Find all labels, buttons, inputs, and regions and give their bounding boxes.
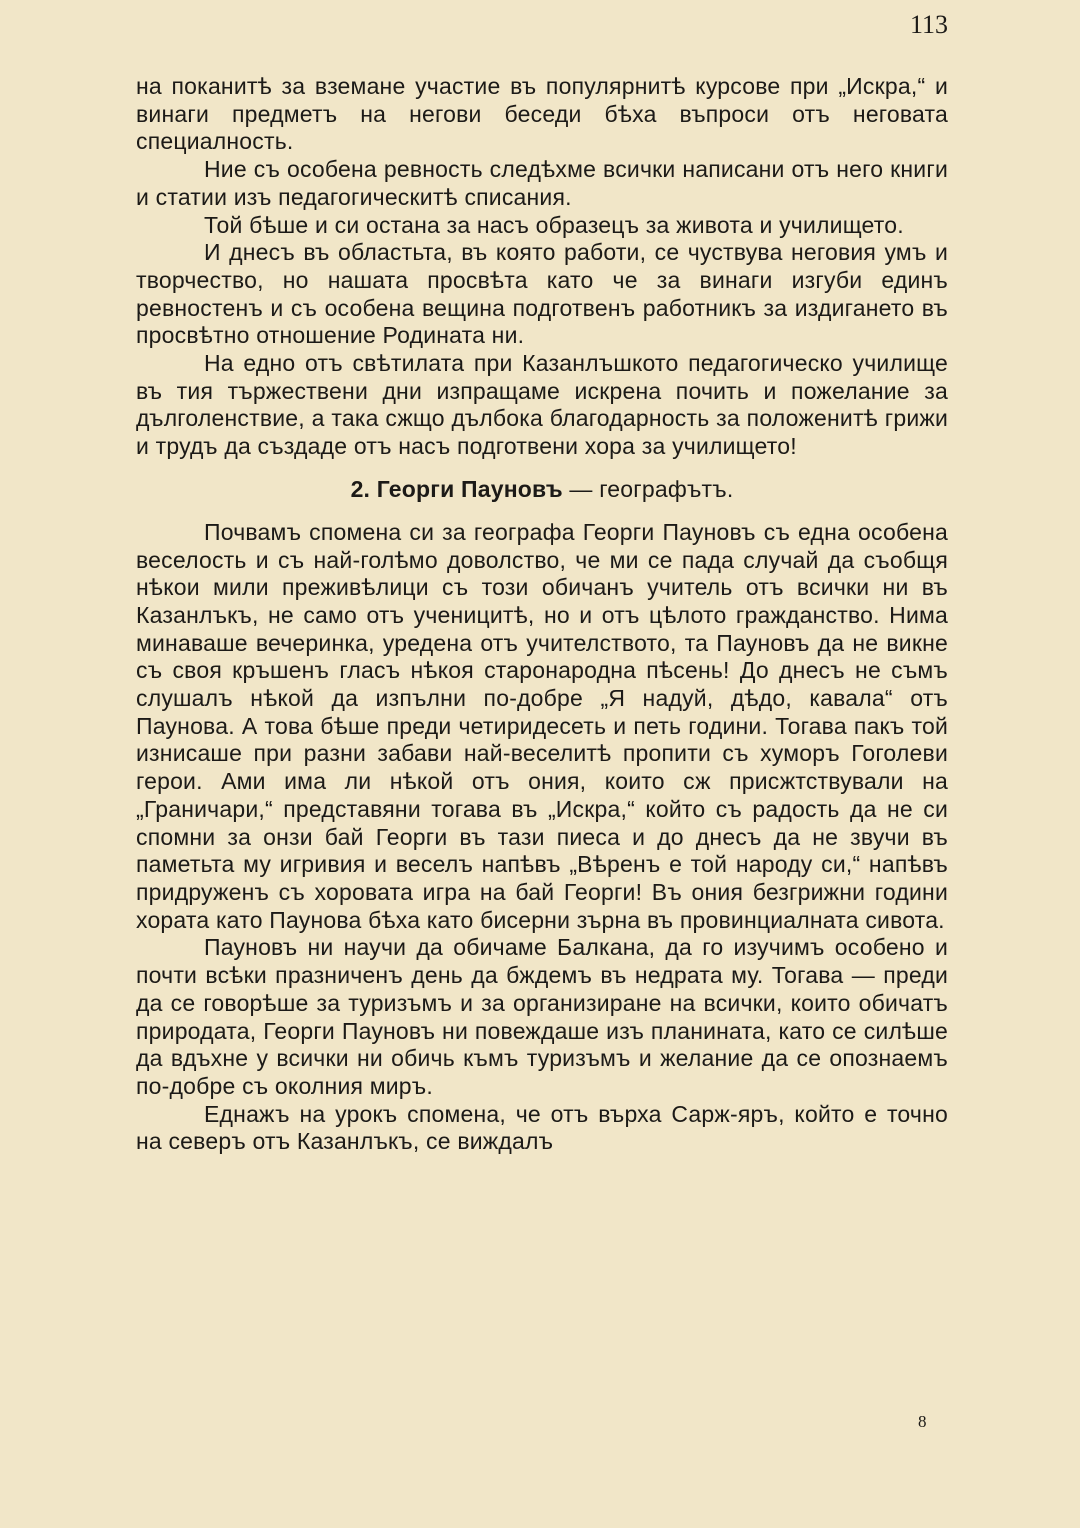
paragraph-1: на поканитѣ за вземане участие въ популярнитѣ курсове при „Искра,“ и винаги предметъ на негови беседи бѣха въпроси отъ неговата специалность. <box>136 73 948 155</box>
section-heading-name: 2. Георги Пауновъ <box>350 475 563 502</box>
paragraph-2: Ние съ особена ревность следѣхме всички написани отъ него книги и статии изъ педагогическитѣ списания. <box>136 156 948 210</box>
paragraph-5: На едно отъ свѣтилата при Казанлъшкото педагогическо училище въ тия тържествени дни изпращаме искрена почить и пожелание за дълголенствие, а така сжщо дълбока благодарность за положенитѣ грижи и трудъ да създаде отъ насъ подготвени хора за училището! <box>136 350 948 460</box>
body-text <box>136 73 948 1156</box>
paragraph-3: Той бѣше и си остана за насъ образецъ за живота и училището. <box>204 211 904 238</box>
paragraph-7: Пауновъ ни научи да обичаме Балкана, да го изучимъ особено и почти всѣки празниченъ день да бждемъ въ недрата му. Тогава — преди да се говорѣше за туризъмъ и за организиране на всички, които обичатъ природата, Георги Пауновъ ни повеждаше изъ планината, като се силѣше да вдъхне у всички ни обичь къмъ туризъмъ и желание да се опознаемъ по-добре съ околния миръ. <box>136 934 948 1099</box>
paragraph-6: Почвамъ спомена си за географа Георги Пауновъ съ една особена веселость и съ най-голѣмо доволство, че ми се пада случай да съобщя нѣкои мили преживѣлици съ този обичанъ учитель отъ всички ни въ Казанлъкъ, не само отъ ученицитѣ, но и отъ цѣлото гражданство. Нима минаваше вечеринка, уредена отъ учителството, та Пауновъ да не викне съ своя кръшенъ гласъ нѣкоя старонародна пѣсень! До днесъ не съмъ слушалъ нѣкой да изпълни по-добре „Я надуй, дѣдо, кавала“ отъ Паунова. А това бѣше преди четиридесеть и петь години. Тогава пакъ той изнисаше при разни забави най-веселитѣ пропити съ хуморъ Гоголеви герои. Ами има ли нѣкой отъ ония, които сж присжтствували на „Граничари,“ представяни тогава въ „Искра,“ който съ радость да не си спомни за онзи бай Георги въ тази пиеса и до днесъ да не звучи въ паметьта му игривия и веселъ напѣвъ „Вѣренъ е той народу си,“ напѣвъ придруженъ съ хоровата игра на бай Георги! Въ ония безгрижни години хората като Паунова бѣха като бисерни зърна въ провинциалната сивота. <box>136 518 948 933</box>
paragraph-4: И днесъ въ областьта, въ която работи, се чуствува неговия умъ и творчество, но нашата просвѣта като че за винаги изгуби единъ ревностенъ и съ особена вещина подготвенъ работникъ за издигането въ просвѣтно отношение Родината ни. <box>136 239 948 349</box>
section-heading-role: географътъ. <box>599 475 734 502</box>
page-number: 113 <box>910 10 949 39</box>
section-heading-dash: — <box>562 475 600 502</box>
paragraph-8: Еднажъ на урокъ спомена, че отъ върха Сарж-яръ, който е точно на северъ отъ Казанлъкъ, се виждалъ <box>136 1100 948 1155</box>
footer-signature-mark: 8 <box>918 1412 927 1431</box>
section-heading <box>136 475 948 503</box>
